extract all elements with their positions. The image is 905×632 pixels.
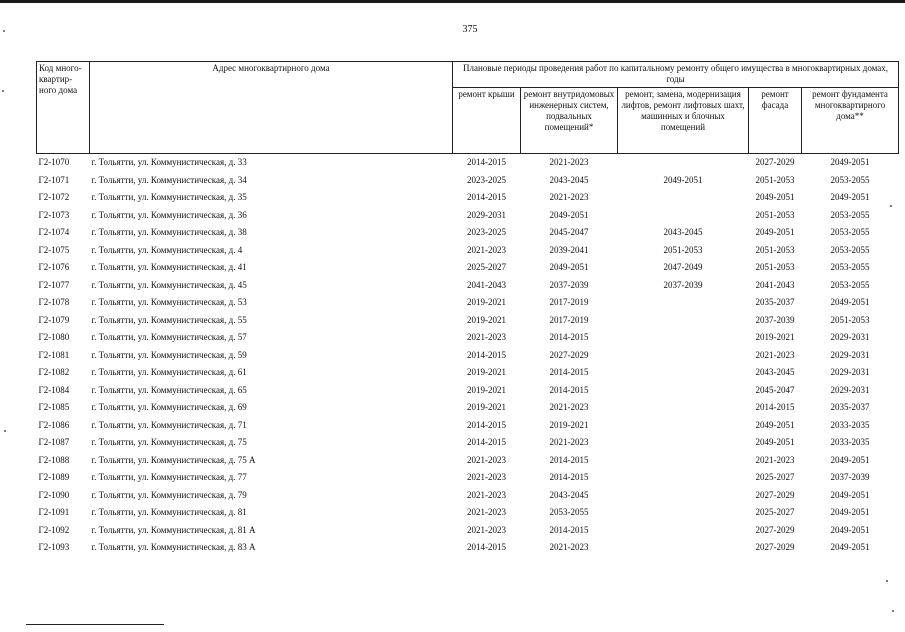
foundation-period: 2035-2037: [830, 402, 870, 413]
house-address: г. Тольятти, ул. Коммунистическая, д. 55: [91, 314, 247, 325]
house-code: Г2-1076: [38, 262, 70, 273]
systems-period: 2014-2015: [549, 384, 589, 395]
table-row: [37, 259, 899, 277]
scan-speck: [892, 610, 894, 612]
elevators-period: [618, 329, 749, 347]
house-code: Г2-1092: [38, 524, 70, 535]
roof-period: 2021-2023: [467, 472, 506, 483]
house-code: Г2-1085: [38, 402, 70, 413]
house-address: г. Тольятти, ул. Коммунистическая, д. 61: [91, 367, 247, 378]
facade-period: 2049-2051: [755, 419, 795, 430]
roof-period: 2023-2025: [467, 174, 506, 185]
foundation-period: 2049-2051: [830, 507, 870, 518]
house-code: Г2-1089: [38, 472, 70, 483]
house-address: г. Тольятти, ул. Коммунистическая, д. 79: [91, 489, 247, 500]
systems-period: 2021-2023: [549, 437, 589, 448]
elevators-period: [618, 522, 749, 540]
table-row: [37, 154, 899, 172]
elevators-period: [618, 469, 749, 487]
foundation-period: 2053-2055: [830, 227, 870, 238]
elevators-period: [618, 189, 749, 207]
header-roof: ремонт крыши: [453, 88, 521, 154]
foundation-period: 2029-2031: [830, 332, 870, 343]
systems-period: 2049-2051: [549, 262, 589, 273]
roof-period: 2041-2043: [467, 279, 506, 290]
roof-period: 2023-2025: [467, 227, 506, 238]
house-code: Г2-1070: [38, 157, 70, 168]
table-row: [37, 382, 899, 400]
table-row: [37, 487, 899, 505]
table-row: [37, 539, 899, 557]
foundation-period: 2051-2053: [830, 314, 870, 325]
house-address: г. Тольятти, ул. Коммунистическая, д. 83 А: [91, 542, 256, 553]
elevators-period: [618, 399, 749, 417]
foundation-period: 2029-2031: [830, 384, 870, 395]
foundation-period: 2053-2055: [830, 279, 870, 290]
elevators-period: [618, 487, 749, 505]
house-address: г. Тольятти, ул. Коммунистическая, д. 65: [91, 384, 247, 395]
house-code: Г2-1084: [38, 384, 70, 395]
roof-period: 2021-2023: [467, 524, 506, 535]
roof-period: 2021-2023: [467, 454, 506, 465]
roof-period: 2019-2021: [467, 402, 506, 413]
table-row: [37, 242, 899, 260]
house-address: г. Тольятти, ул. Коммунистическая, д. 35: [91, 192, 247, 203]
roof-period: 2019-2021: [467, 297, 506, 308]
elevators-period: [618, 312, 749, 330]
elevators-period: [618, 364, 749, 382]
systems-period: 2039-2041: [549, 244, 589, 255]
elevators-period: [618, 347, 749, 365]
foundation-period: 2049-2051: [830, 524, 870, 535]
facade-period: 2041-2043: [755, 279, 795, 290]
table-row: [37, 329, 899, 347]
systems-period: 2014-2015: [549, 472, 589, 483]
systems-period: 2014-2015: [549, 524, 589, 535]
house-address: г. Тольятти, ул. Коммунистическая, д. 34: [91, 174, 247, 185]
foundation-period: 2049-2051: [830, 157, 870, 168]
roof-period: 2014-2015: [467, 437, 506, 448]
header-periods: Плановые периоды проведения работ по капитальному ремонту общего имущества в многоквартирных домах, годы: [453, 62, 899, 88]
roof-period: 2014-2015: [467, 419, 506, 430]
facade-period: 2019-2021: [755, 332, 795, 343]
scan-speck: [4, 430, 6, 432]
systems-period: 2021-2023: [549, 157, 589, 168]
header-foundation: ремонт фундамента многоквартирного дома**: [802, 88, 899, 154]
facade-period: 2051-2053: [755, 262, 795, 273]
facade-period: 2027-2029: [755, 489, 795, 500]
facade-period: 2025-2027: [755, 472, 795, 483]
facade-period: 2043-2045: [755, 367, 795, 378]
top-border-rule: [0, 0, 905, 3]
roof-period: 2021-2023: [467, 507, 506, 518]
table-row: [37, 434, 899, 452]
roof-period: 2029-2031: [467, 209, 506, 220]
elevators-period: [618, 504, 749, 522]
house-code: Г2-1072: [38, 192, 70, 203]
foundation-period: 2029-2031: [830, 349, 870, 360]
header-systems: ремонт внутридомовых инженерных систем, подвальных помещений*: [521, 88, 618, 154]
house-address: г. Тольятти, ул. Коммунистическая, д. 33: [91, 157, 247, 168]
house-address: г. Тольятти, ул. Коммунистическая, д. 38: [91, 227, 247, 238]
table-row: [37, 399, 899, 417]
foundation-period: 2033-2035: [830, 437, 870, 448]
systems-period: 2043-2045: [549, 489, 589, 500]
table-row: [37, 522, 899, 540]
facade-period: 2045-2047: [755, 384, 795, 395]
systems-period: 2021-2023: [549, 192, 589, 203]
foundation-period: 2029-2031: [830, 367, 870, 378]
header-code: Код много-квартир-ного дома: [37, 62, 90, 154]
systems-period: 2053-2055: [549, 507, 589, 518]
elevators-period: 2047-2049: [663, 262, 703, 273]
facade-period: 2037-2039: [755, 314, 795, 325]
systems-period: 2043-2045: [549, 174, 589, 185]
scan-speck: [3, 30, 5, 32]
facade-period: 2027-2029: [755, 542, 795, 553]
elevators-period: [618, 154, 749, 172]
table-row: [37, 364, 899, 382]
facade-period: 2051-2053: [755, 174, 795, 185]
elevators-period: [618, 539, 749, 557]
roof-period: 2021-2023: [467, 332, 506, 343]
systems-period: 2049-2051: [549, 209, 589, 220]
foundation-period: 2049-2051: [830, 297, 870, 308]
table-row: [37, 417, 899, 435]
facade-period: 2051-2053: [755, 244, 795, 255]
elevators-period: 2051-2053: [663, 244, 703, 255]
facade-period: 2021-2023: [755, 454, 795, 465]
foundation-period: 2049-2051: [830, 489, 870, 500]
house-address: г. Тольятти, ул. Коммунистическая, д. 53: [91, 297, 247, 308]
house-code: Г2-1080: [38, 332, 70, 343]
repair-schedule-table: [36, 61, 899, 557]
table-row: [37, 189, 899, 207]
house-address: г. Тольятти, ул. Коммунистическая, д. 41: [91, 262, 247, 273]
systems-period: 2037-2039: [549, 279, 589, 290]
systems-period: 2021-2023: [549, 402, 589, 413]
systems-period: 2014-2015: [549, 332, 589, 343]
house-code: Г2-1074: [38, 227, 70, 238]
roof-period: 2019-2021: [467, 367, 506, 378]
foundation-period: 2049-2051: [830, 454, 870, 465]
facade-period: 2049-2051: [755, 437, 795, 448]
house-code: Г2-1087: [38, 437, 70, 448]
house-address: г. Тольятти, ул. Коммунистическая, д. 4: [91, 244, 243, 255]
roof-period: 2014-2015: [467, 349, 506, 360]
house-address: г. Тольятти, ул. Коммунистическая, д. 69: [91, 402, 247, 413]
facade-period: 2027-2029: [755, 157, 795, 168]
house-address: г. Тольятти, ул. Коммунистическая, д. 45: [91, 279, 247, 290]
header-facade: ремонт фасада: [749, 88, 802, 154]
foundation-period: 2033-2035: [830, 419, 870, 430]
house-code: Г2-1079: [38, 314, 70, 325]
house-code: Г2-1082: [38, 367, 70, 378]
elevators-period: [618, 207, 749, 225]
page-number: 375: [462, 24, 478, 35]
table-row: [37, 172, 899, 190]
table-row: [37, 452, 899, 470]
systems-period: 2045-2047: [549, 227, 589, 238]
header-address: Адрес многоквартирного дома: [90, 62, 453, 154]
roof-period: 2021-2023: [467, 244, 506, 255]
house-address: г. Тольятти, ул. Коммунистическая, д. 71: [91, 419, 247, 430]
house-code: Г2-1086: [38, 419, 70, 430]
house-code: Г2-1088: [38, 454, 70, 465]
roof-period: 2021-2023: [467, 489, 506, 500]
scan-speck: [886, 580, 888, 582]
systems-period: 2019-2021: [549, 419, 589, 430]
elevators-period: 2043-2045: [663, 227, 703, 238]
house-address: г. Тольятти, ул. Коммунистическая, д. 81: [91, 507, 247, 518]
house-code: Г2-1090: [38, 489, 70, 500]
elevators-period: [618, 294, 749, 312]
house-code: Г2-1091: [38, 507, 70, 518]
house-code: Г2-1071: [38, 174, 70, 185]
roof-period: 2025-2027: [467, 262, 506, 273]
facade-period: 2027-2029: [755, 524, 795, 535]
elevators-period: [618, 434, 749, 452]
house-address: г. Тольятти, ул. Коммунистическая, д. 75 А: [91, 454, 256, 465]
foundation-period: 2053-2055: [830, 244, 870, 255]
elevators-period: 2049-2051: [663, 174, 703, 185]
foundation-period: 2049-2051: [830, 542, 870, 553]
elevators-period: 2037-2039: [663, 279, 703, 290]
foundation-period: 2053-2055: [830, 209, 870, 220]
house-address: г. Тольятти, ул. Коммунистическая, д. 36: [91, 209, 247, 220]
house-code: Г2-1093: [38, 542, 70, 553]
house-address: г. Тольятти, ул. Коммунистическая, д. 57: [91, 332, 247, 343]
house-code: Г2-1075: [38, 244, 70, 255]
facade-period: 2035-2037: [755, 297, 795, 308]
house-address: г. Тольятти, ул. Коммунистическая, д. 59: [91, 349, 247, 360]
foundation-period: 2053-2055: [830, 174, 870, 185]
table-row: [37, 207, 899, 225]
facade-period: 2049-2051: [755, 192, 795, 203]
foundation-period: 2037-2039: [830, 472, 870, 483]
elevators-period: [618, 417, 749, 435]
house-code: Г2-1077: [38, 279, 70, 290]
facade-period: 2051-2053: [755, 209, 795, 220]
roof-period: 2019-2021: [467, 384, 506, 395]
house-code: Г2-1081: [38, 349, 70, 360]
systems-period: 2017-2019: [549, 314, 589, 325]
table-row: [37, 277, 899, 295]
roof-period: 2014-2015: [467, 157, 506, 168]
elevators-period: [618, 452, 749, 470]
facade-period: 2049-2051: [755, 227, 795, 238]
house-code: Г2-1078: [38, 297, 70, 308]
roof-period: 2014-2015: [467, 192, 506, 203]
foundation-period: 2053-2055: [830, 262, 870, 273]
roof-period: 2019-2021: [467, 314, 506, 325]
facade-period: 2025-2027: [755, 507, 795, 518]
header-elevators: ремонт, замена, модернизация лифтов, ремонт лифтовых шахт, машинных и блочных помещений: [618, 88, 749, 154]
table-row: [37, 312, 899, 330]
systems-period: 2014-2015: [549, 454, 589, 465]
roof-period: 2014-2015: [467, 542, 506, 553]
systems-period: 2027-2029: [549, 349, 589, 360]
systems-period: 2017-2019: [549, 297, 589, 308]
house-address: г. Тольятти, ул. Коммунистическая, д. 75: [91, 437, 247, 448]
table-row: [37, 504, 899, 522]
elevators-period: [618, 382, 749, 400]
house-code: Г2-1073: [38, 209, 70, 220]
facade-period: 2021-2023: [755, 349, 795, 360]
table-row: [37, 224, 899, 242]
systems-period: 2014-2015: [549, 367, 589, 378]
house-address: г. Тольятти, ул. Коммунистическая, д. 81 А: [91, 524, 256, 535]
table-row: [37, 347, 899, 365]
foundation-period: 2049-2051: [830, 192, 870, 203]
facade-period: 2014-2015: [755, 402, 795, 413]
table-row: [37, 469, 899, 487]
footnote-rule: [26, 624, 164, 625]
scan-speck: [2, 90, 4, 92]
table-row: [37, 294, 899, 312]
house-address: г. Тольятти, ул. Коммунистическая, д. 77: [91, 472, 247, 483]
systems-period: 2021-2023: [549, 542, 589, 553]
